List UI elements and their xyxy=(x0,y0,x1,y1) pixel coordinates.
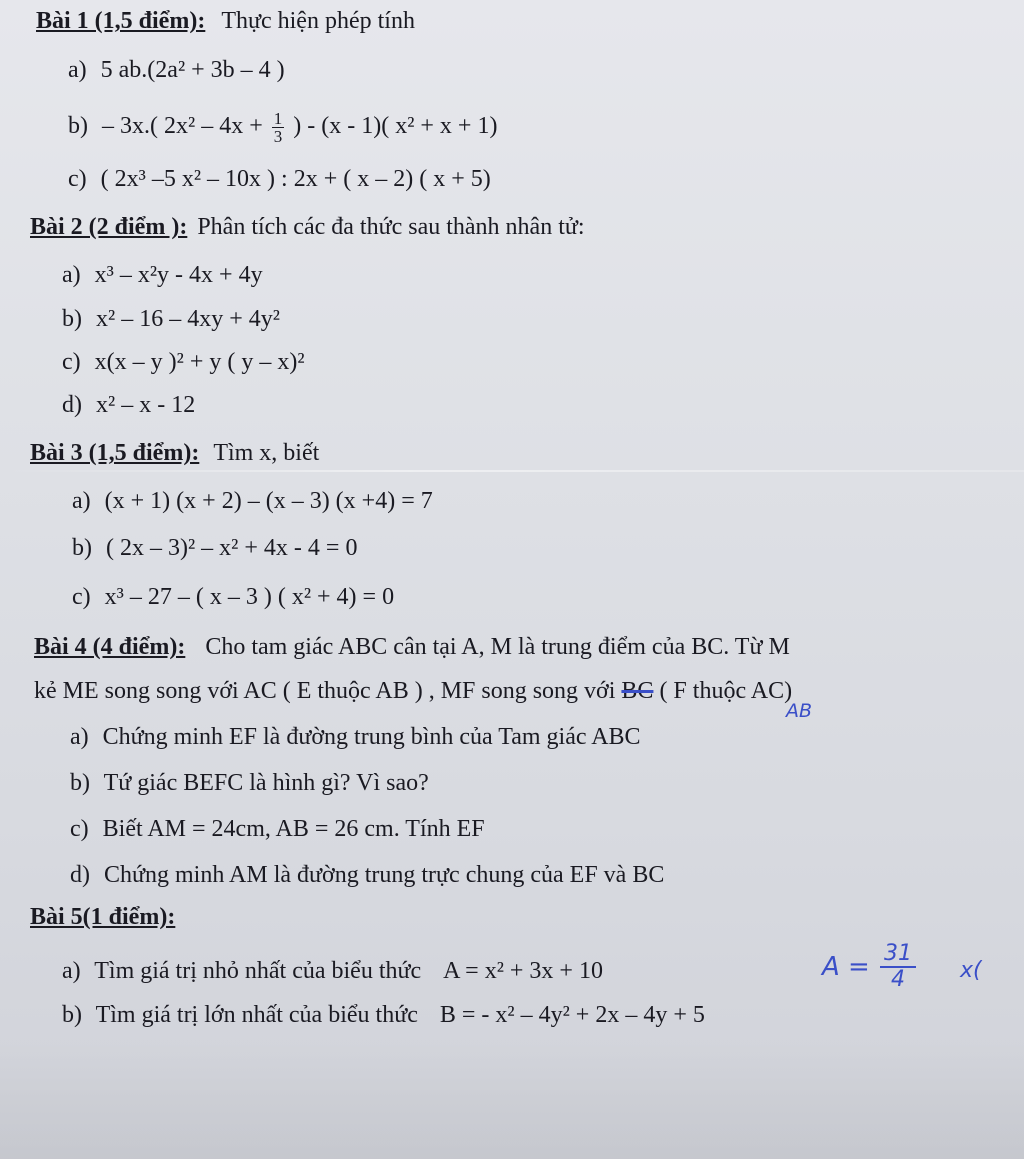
paper-shadow xyxy=(0,1040,1024,1159)
paper-fold xyxy=(0,470,1024,472)
bai5-title: Bài 5(1 điểm): xyxy=(30,904,176,930)
bai3-a-expr: (x + 1) (x + 2) – (x – 3) (x +4) = 7 xyxy=(104,488,433,514)
bai4-item-c: c) Biết AM = 24cm, AB = 26 cm. Tính EF xyxy=(70,816,485,842)
handwritten-answer-lhs: A = xyxy=(822,952,870,982)
bai1-item-a: a) 5 ab.(2a² + 3b – 4 ) xyxy=(68,57,285,83)
bai2-a-expr: x³ – x²y - 4x + 4y xyxy=(94,262,263,288)
bai2-item-c: c) x(x – y )² + y ( y – x)² xyxy=(62,349,305,375)
bai4-a-text: Chứng minh EF là đường trung bình của Tam giác ABC xyxy=(102,724,641,750)
struck-text: BC xyxy=(621,678,654,704)
bai2-item-d: d) x² – x - 12 xyxy=(62,392,196,418)
bai4-title: Bài 4 (4 điểm): xyxy=(34,634,186,660)
bai4-item-d: d) Chứng minh AM là đường trung trực chung của EF và BC xyxy=(70,862,665,888)
bai3-instruction: Tìm x, biết xyxy=(213,440,320,466)
bai1-instruction: Thực hiện phép tính xyxy=(221,8,415,34)
handwritten-extra: x( xyxy=(960,958,982,983)
bai2-d-expr: x² – x - 12 xyxy=(96,392,196,418)
fraction-one-third: $\frac{1}{3}$ xyxy=(273,109,283,146)
bai4-b-text: Tứ giác BEFC là hình gì? Vì sao? xyxy=(103,770,429,796)
bai5-item-a: a) Tìm giá trị nhỏ nhất của biểu thức A = x² + 3x + 10 xyxy=(62,958,603,984)
bai2-c-expr: x(x – y )² + y ( y – x)² xyxy=(94,349,305,375)
bai1-title: Bài 1 (1,5 điểm): xyxy=(36,8,206,34)
bai1-c-expr: ( 2x³ –5 x² – 10x ) : 2x + ( x – 2) ( x + 5) xyxy=(100,166,491,192)
bai4-d-text: Chứng minh AM là đường trung trực chung của EF và BC xyxy=(104,862,665,888)
bai3-item-a: a) (x + 1) (x + 2) – (x – 3) (x +4) = 7 xyxy=(72,488,433,514)
bai3-item-c: c) x³ – 27 – ( x – 3 ) ( x² + 4) = 0 xyxy=(72,584,395,610)
bai4-line1: Cho tam giác ABC cân tại A, M là trung điểm của BC. Từ M xyxy=(205,634,790,660)
bai5-a-text: Tìm giá trị nhỏ nhất của biểu thức xyxy=(94,958,422,984)
bai4-item-a: a) Chứng minh EF là đường trung bình của Tam giác ABC xyxy=(70,724,641,750)
bai4-line2-text-end: ( F thuộc AC) xyxy=(659,678,793,704)
bai5-item-b: b) Tìm giá trị lớn nhất của biểu thức B = - x² – 4y² + 2x – 4y + 5 xyxy=(62,1002,705,1028)
bai5-a-expr: A = x² + 3x + 10 xyxy=(443,958,603,984)
bai2-heading xyxy=(30,212,585,242)
bai4-heading xyxy=(34,632,790,662)
bai5-b-text: Tìm giá trị lớn nhất của biểu thức xyxy=(95,1002,418,1028)
bai1-heading xyxy=(36,6,415,36)
bai4-line2 xyxy=(34,676,792,706)
bai3-b-expr: ( 2x – 3)² – x² + 4x - 4 = 0 xyxy=(106,535,358,561)
bai5-b-expr: B = - x² – 4y² + 2x – 4y + 5 xyxy=(439,1002,705,1028)
bai4-line2-text: kẻ ME song song với AC ( E thuộc AB ) , MF song song với xyxy=(34,678,616,704)
handwritten-fraction xyxy=(880,942,916,992)
handwritten-denominator: 4 xyxy=(891,967,905,992)
bai4-c-text: Biết AM = 24cm, AB = 26 cm. Tính EF xyxy=(102,816,485,842)
bai2-title: Bài 2 (2 điểm ): xyxy=(30,214,188,240)
bai1-item-c: c) ( 2x³ –5 x² – 10x ) : 2x + ( x – 2) ( x + 5) xyxy=(68,166,491,192)
bai3-title: Bài 3 (1,5 điểm): xyxy=(30,440,200,466)
bai1-b-part1: – 3x.( 2x² – 4x + xyxy=(102,113,263,140)
bai3-heading xyxy=(30,438,319,468)
bai4-item-b: b) Tứ giác BEFC là hình gì? Vì sao? xyxy=(70,770,429,796)
bai5-heading xyxy=(30,902,175,932)
bai2-item-b: b) x² – 16 – 4xy + 4y² xyxy=(62,306,280,332)
bai1-b-part2: ) - (x - 1)( x² + x + 1) xyxy=(293,113,498,140)
handwritten-numerator: 31 xyxy=(880,942,916,968)
bai3-c-expr: x³ – 27 – ( x – 3 ) ( x² + 4) = 0 xyxy=(104,584,395,610)
handwritten-correction: AB xyxy=(786,700,813,722)
bai3-item-b: b) ( 2x – 3)² – x² + 4x - 4 = 0 xyxy=(72,535,358,561)
bai2-b-expr: x² – 16 – 4xy + 4y² xyxy=(96,306,280,332)
bai1-item-b: b) – 3x.( 2x² – 4x + $\frac{1}{3}$ ) - (x - 1)( x² + x + 1) xyxy=(68,109,498,146)
bai1-a-expr: 5 ab.(2a² + 3b – 4 ) xyxy=(100,57,285,83)
bai2-instruction: Phân tích các đa thức sau thành nhân tử: xyxy=(197,214,585,240)
bai2-item-a: a) x³ – x²y - 4x + 4y xyxy=(62,262,263,288)
